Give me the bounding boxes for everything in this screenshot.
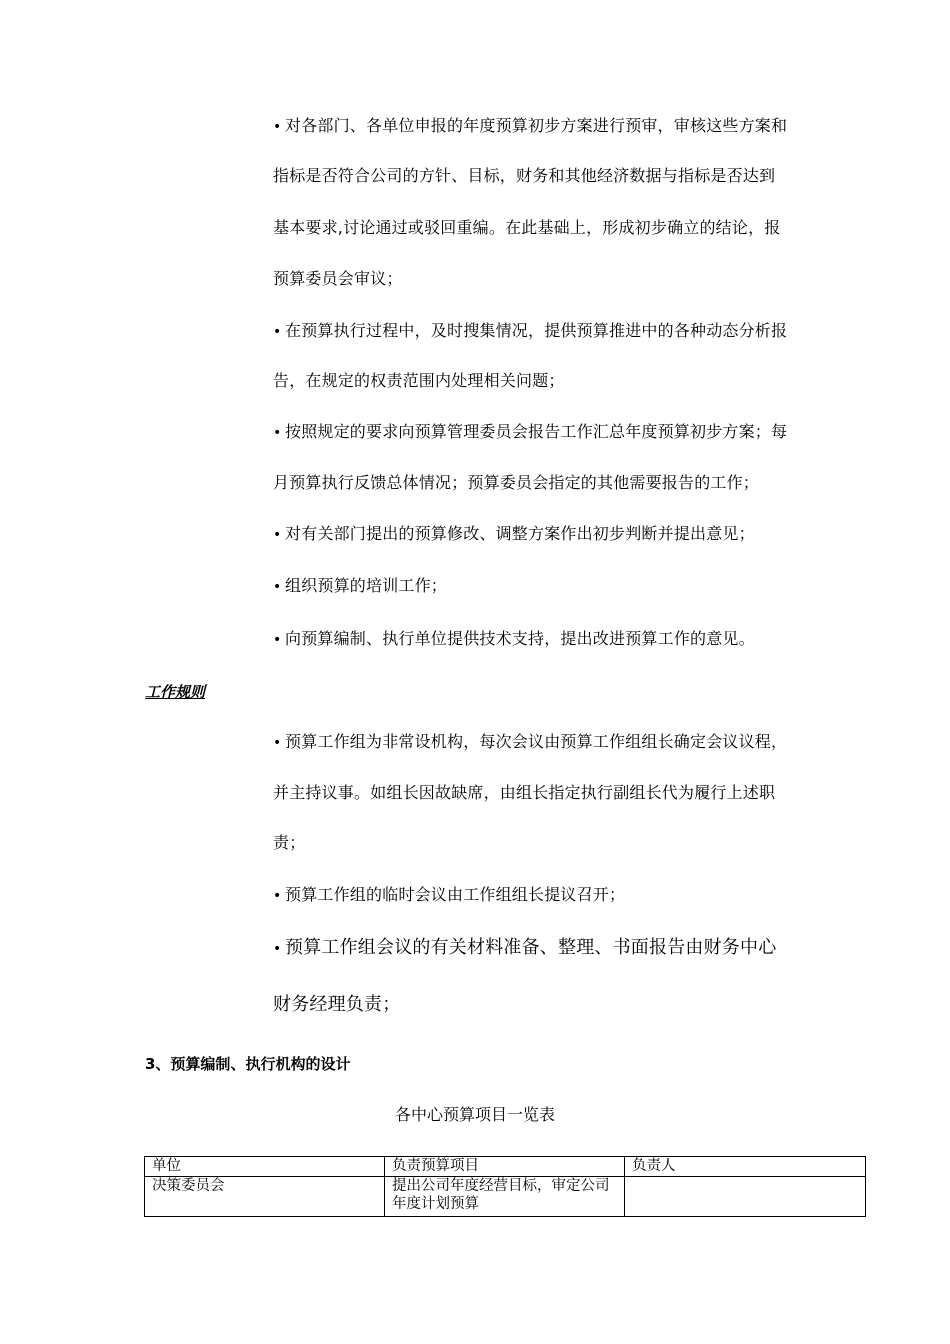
list-item-text: 按照规定的要求向预算管理委员会报告工作汇总年度预算初步方案；每	[285, 422, 788, 441]
list-item-text: 预算工作组会议的有关材料准备、整理、书面报告由财务中心	[285, 937, 777, 958]
list-item-text: 对有关部门提出的预算修改、调整方案作出初步判断并提出意见；	[285, 524, 755, 543]
list-item-continuation: 告，在规定的权责范围内处理相关问题；	[273, 371, 565, 390]
bullet-icon: •	[273, 527, 282, 543]
bullet-icon: •	[273, 579, 282, 595]
table-header-cell: 单位	[145, 1157, 385, 1177]
table-header-cell: 负责人	[625, 1157, 866, 1177]
table-cell	[625, 1177, 866, 1217]
list-item	[273, 114, 787, 138]
list-item-text: 组织预算的培训工作；	[285, 576, 448, 595]
list-item	[273, 574, 447, 598]
list-item-text: 预算工作组的临时会议由工作组组长提议召开；	[285, 885, 626, 904]
bullet-icon: •	[273, 119, 282, 135]
bullet-icon: •	[273, 735, 282, 751]
list-item-text: 预算工作组为非常设机构，每次会议由预算工作组组长确定会议议程，	[285, 732, 788, 751]
bullet-icon: •	[273, 941, 282, 957]
list-item	[273, 936, 776, 960]
table-row	[145, 1177, 866, 1217]
list-item-continuation: 指标是否符合公司的方针、目标，财务和其他经济数据与指标是否达到	[273, 166, 776, 185]
list-item-text: 对各部门、各单位申报的年度预算初步方案进行预审，审核这些方案和	[285, 116, 788, 135]
list-item-continuation: 责；	[273, 833, 306, 852]
work-rules-heading: 工作规则	[145, 683, 206, 701]
table-header-row	[145, 1157, 866, 1177]
table-cell: 提出公司年度经营目标，审定公司年度计划预算	[385, 1177, 625, 1217]
list-item-continuation: 月预算执行反馈总体情况；预算委员会指定的其他需要报告的工作；	[273, 473, 760, 492]
bullet-icon: •	[273, 632, 282, 648]
bullet-icon: •	[273, 888, 282, 904]
bullet-icon: •	[273, 425, 282, 441]
table-cell: 决策委员会	[145, 1177, 385, 1217]
list-item-continuation: 预算委员会审议；	[273, 269, 403, 288]
list-item	[273, 319, 787, 343]
bullet-icon: •	[273, 324, 282, 340]
list-item	[273, 522, 755, 546]
section-heading: 3、预算编制、执行机构的设计	[145, 1055, 351, 1073]
list-item	[273, 730, 787, 754]
list-item	[273, 420, 787, 444]
list-item-text: 在预算执行过程中，及时搜集情况，提供预算推进中的各种动态分析报	[285, 321, 788, 340]
list-item	[273, 883, 625, 907]
list-item-continuation: 财务经理负责；	[273, 994, 401, 1015]
list-item-continuation: 基本要求,讨论通过或驳回重编。在此基础上，形成初步确立的结论，报	[273, 218, 781, 237]
list-item-text: 向预算编制、执行单位提供技术支持，提出改进预算工作的意见。	[285, 629, 755, 648]
list-item	[273, 627, 755, 651]
list-item-continuation: 并主持议事。如组长因故缺席，由组长指定执行副组长代为履行上述职	[273, 783, 776, 802]
table-header-cell: 负责预算项目	[385, 1157, 625, 1177]
budget-items-table	[144, 1156, 866, 1217]
table-title: 各中心预算项目一览表	[394, 1105, 555, 1124]
